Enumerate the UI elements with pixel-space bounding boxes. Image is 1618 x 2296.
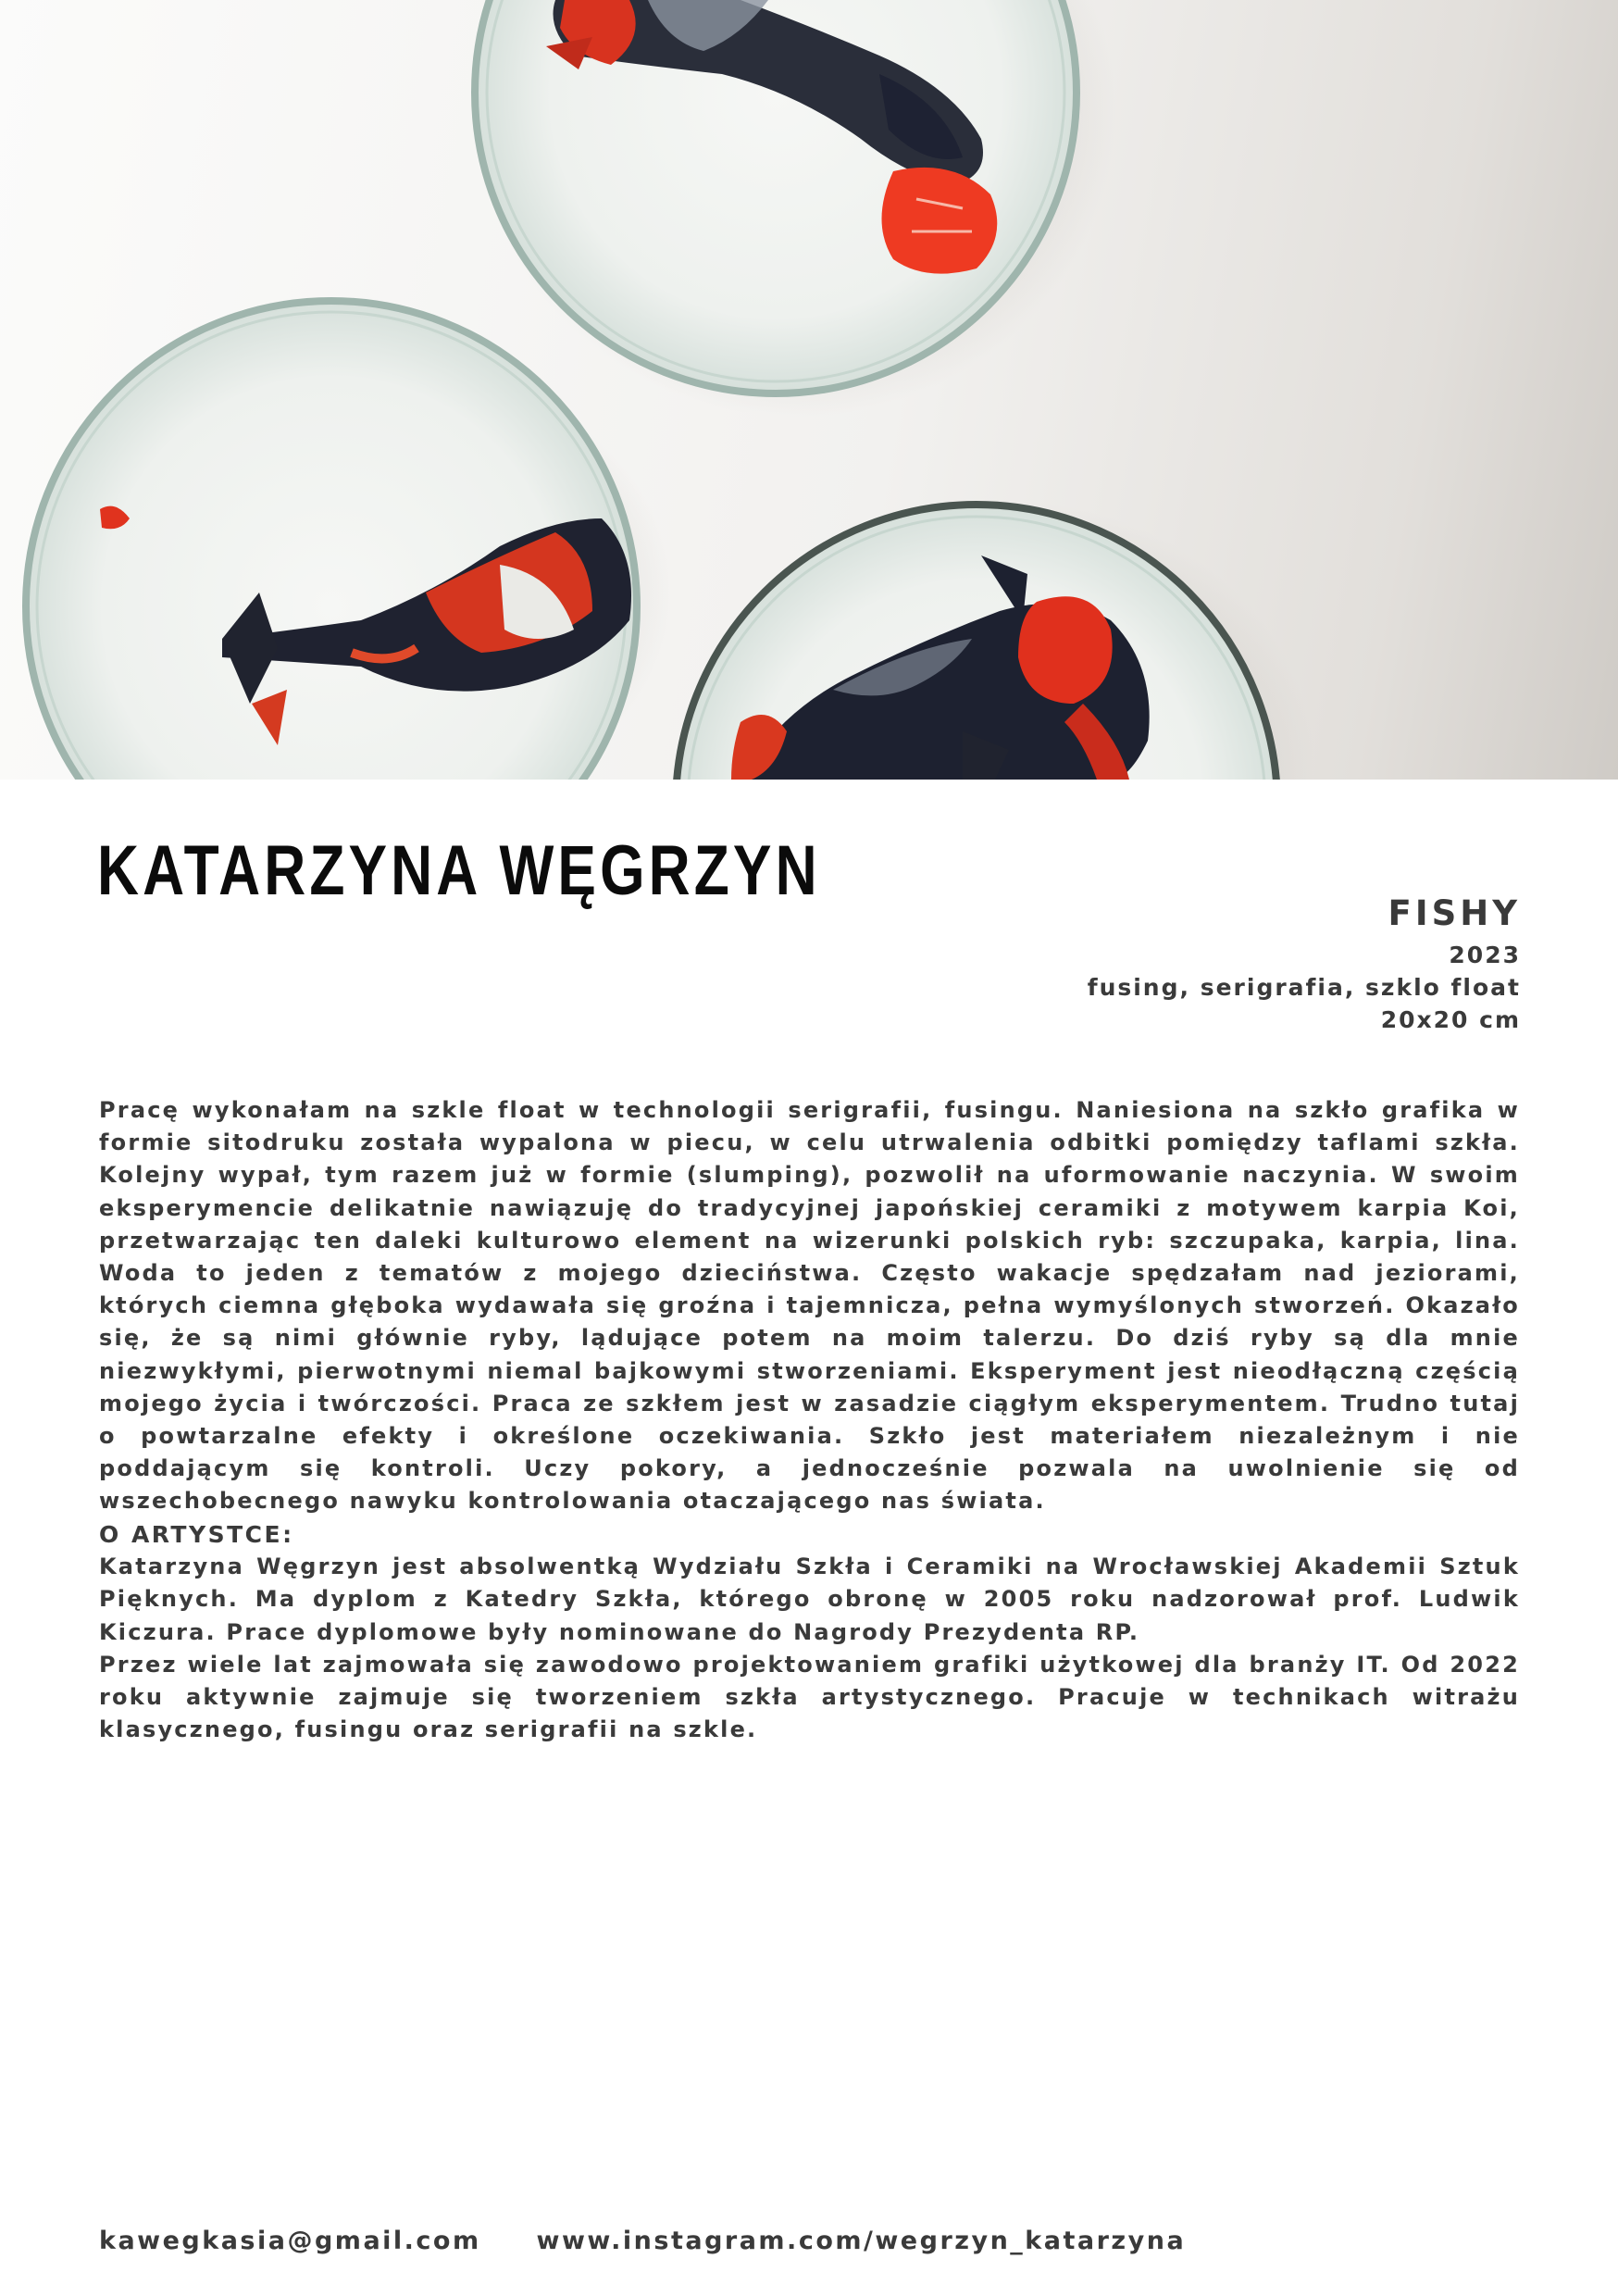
- work-title: FISHY: [1388, 893, 1521, 933]
- bowl-right: [676, 500, 1314, 780]
- about-artist-section: [99, 1518, 1520, 1746]
- work-year: 2023: [1449, 942, 1521, 968]
- glass-bowls-photo: [0, 0, 1618, 780]
- hero-photo: [0, 0, 1618, 780]
- bowl-top: [475, 0, 1115, 417]
- instagram-link[interactable]: www.instagram.com/wegrzyn_katarzyna: [536, 2227, 1187, 2255]
- contact-footer: [99, 2227, 1186, 2255]
- about-heading: O ARTYSTCE:: [99, 1521, 294, 1548]
- work-description: Pracę wykonałam na szkle float w technologii serigrafii, fusingu. Naniesiona na szkło grafika w formie sitodruku została wypalona w piecu, w celu utrwalenia odbitki pomiędzy taflami szkła. Kolejny wypał, tym razem już w formie (slumping), pozwolił na uformowanie naczynia. W swoim eksperymencie delikatnie nawiązuję do tradycyjnej japońskiej ceramiki z motywem karpia Koi, przetwarzając ten daleki kulturowo element na wizerunki polskich ryb: szczupaka, karpia, lina. Woda to jeden z tematów z mojego dzieciństwa. Często wakacje spędzałam nad jeziorami, których ciemna głęboka wydawała się groźna i tajemnicza, pełna wymyślonych stworzeń. Okazało się, że są nimi głównie ryby, lądujące potem na moim talerzu. Do dziś ryby są dla mnie niezwykłymi, pierwotnymi niemal bajkowymi stworzeniami. Eksperyment jest nieodłączną częścią mojego życia i twórczości. Praca ze szkłem jest w zasadzie ciągłym eksperymentem. Trudno tutaj o powtarzalne efekty i określone oczekiwania. Szkło jest materiałem niezależnym i nie poddającym się kontroli. Uczy pokory, a jednocześnie pozwala na uwolnienie się od wszechobecnego nawyku kontrolowania otaczającego nas świata.: [99, 1097, 1520, 1515]
- work-size: 20x20 cm: [1380, 1006, 1521, 1033]
- about-paragraph-1: Katarzyna Węgrzyn jest absolwentką Wydziału Szkła i Ceramiki na Wrocławskiej Akademii Sztuk Pięknych. Ma dyplom z Katedry Szkła, którego obronę w 2005 roku nadzorował prof. Ludwik Kiczura. Prace dyplomowe były nominowane do Nagrody Prezydenta RP.: [99, 1554, 1520, 1645]
- about-paragraph-2: Przez wiele lat zajmowała się zawodowo projektowaniem grafiki użytkowej dla branży IT. Od 2022 roku aktywnie zajmuje się tworzeniem szkła artystycznego. Pracuje w technikach witrażu klasycznego, fusingu oraz serigrafii na szkle.: [99, 1651, 1520, 1743]
- bowl-left: [26, 301, 671, 780]
- email-link[interactable]: kawegkasia@gmail.com: [99, 2227, 481, 2255]
- work-info: [1088, 889, 1521, 1036]
- work-technique: fusing, serigrafia, szklo float: [1087, 974, 1521, 1001]
- artist-name: KATARZYNA WĘGRZYN: [97, 831, 821, 910]
